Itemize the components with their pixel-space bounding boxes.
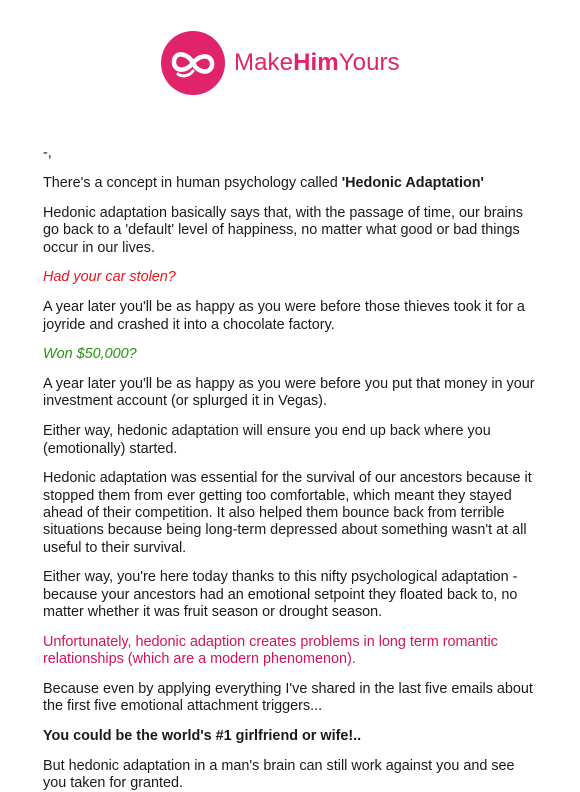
paragraph-1: Hedonic adaptation basically says that, with the passage of time, our brains go back to a 'default' level of happiness, no matter what good or bad things occur in our lives. [43,205,523,256]
paragraph-10: But hedonic adaptation in a man's brain can still work against you and see you taken for granted. [43,757,515,792]
brand-name [234,49,400,77]
brand-name-bold: Him [293,49,339,76]
paragraph-3: A year later you'll be as happy as you were before you put that money in your investment account (or splurged it in Vegas). [43,376,535,410]
infinity-heart-icon [161,31,225,95]
email-body [0,145,580,792]
question-car-stolen: Had your car stolen? [43,269,176,286]
intro-text: There's a concept in human psychology called [43,175,342,192]
paragraph-5: Hedonic adaptation was essential for the survival of our ancestors because it stopped them from ever getting too comfortable, which meant they stayed ahead of their competition. It also helped them bounce back from terrible situations because being long-term depressed about something wasn't at all useful to their survival. [43,470,532,556]
brand-logo[interactable] [161,31,400,95]
brand-name-prefix: Make [234,49,294,76]
paragraph-7-highlight: Unfortunately, hedonic adaption creates problems in long term romantic relationships (which are a modern phenomenon). [43,633,498,668]
paragraph-8: Because even by applying everything I've shared in the last five emails about the first five emotional attachment triggers... [43,680,533,715]
intro-term: 'Hedonic Adaptation' [341,175,484,192]
question-won-money: Won $50,000? [43,346,137,363]
paragraph-6: Either way, you're here today thanks to this nifty psychological adaptation - because your ancestors had an emotional setpoint they floated back to, no matter whether it was fruit season or drought season. [43,569,518,620]
paragraph-4: Either way, hedonic adaptation will ensure you end up back where you (emotionally) started. [43,423,491,457]
brand-name-suffix: Yours [338,49,400,76]
paragraph-2: A year later you'll be as happy as you were before those thieves took it for a joyride and crashed it into a chocolate factory. [43,299,525,333]
greeting: -, [43,145,52,161]
email-header [0,0,580,135]
paragraph-9-bold: You could be the world's #1 girlfriend or wife!.. [43,727,362,744]
intro-paragraph [43,175,538,192]
